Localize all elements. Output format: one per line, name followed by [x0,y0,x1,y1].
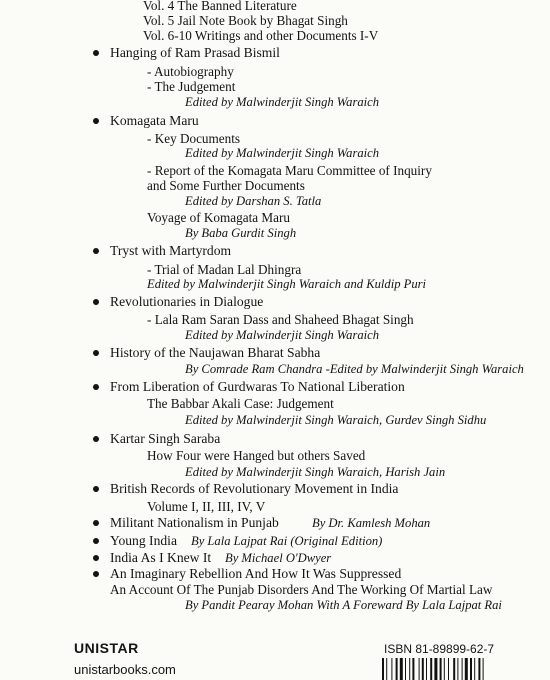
barcode-bar [474,658,475,680]
barcode-bar [478,658,480,680]
book-subtitle: - Trial of Madan Lal Dhingra [147,262,302,277]
barcode-bar [462,658,463,680]
barcode-bar [440,658,442,680]
book-credit: Edited by Malwinderjit Singh Waraich, Harish Jain [185,465,446,479]
bullet-icon [93,299,99,305]
book-credit: Edited by Malwinderjit Singh Waraich [185,95,380,109]
barcode-bar [412,658,414,680]
book-subtitle: Volume I, II, III, IV, V [147,499,266,514]
barcode-bar [430,658,432,680]
book-credit: By Baba Gurdit Singh [185,226,297,240]
book-subtitle: How Four were Hanged but others Saved [147,448,366,463]
barcode-bar [405,658,406,680]
book-subtitle: The Babbar Akali Case: Judgement [147,396,334,411]
barcode-bar [448,658,449,680]
barcode-bar [465,658,468,680]
book-credit: Edited by Malwinderjit Singh Waraich [185,146,380,160]
book-title: Kartar Singh Saraba [110,431,221,446]
book-title: Hanging of Ram Prasad Bismil [110,45,280,60]
bullet-icon [93,538,99,544]
book-subtitle: Vol. 4 The Banned Literature [143,0,297,13]
book-subtitle: Vol. 6-10 Writings and other Documents I-V [143,28,379,43]
book-credit: Edited by Malwinderjit Singh Waraich, Gurdev Singh Sidhu [185,413,487,427]
barcode-bar [382,658,384,680]
book-credit: By Dr. Kamlesh Mohan [312,516,431,530]
book-credit: Edited by Malwinderjit Singh Waraich [185,328,380,342]
book-title: Young India [110,533,177,548]
book-title: India As I Knew It [110,550,212,565]
book-subtitle: - Report of the Komagata Maru Committee of Inquiry [147,163,432,178]
book-title: From Liberation of Gurdwaras To National Liberation [110,379,405,394]
barcode-bar [453,658,455,680]
book-credit: Edited by Malwinderjit Singh Waraich and Kuldip Puri [147,277,427,291]
book-title: Revolutionaries in Dialogue [110,294,264,309]
barcode-bar [444,658,445,680]
book-title: Komagata Maru [110,113,199,128]
book-subtitle: - The Judgement [147,79,236,94]
barcode-bar [422,658,424,680]
book-subtitle: - Key Documents [147,131,241,146]
barcode-bar [386,658,387,680]
bullet-icon [93,384,99,390]
isbn-number: ISBN 81-89899-62-7 [384,642,495,656]
publisher-website: unistarbooks.com [74,662,176,677]
publisher-name: UNISTAR [74,640,139,656]
bullet-icon [93,248,99,254]
book-subtitle: Voyage of Komagata Maru [147,210,290,225]
barcode-bar [409,658,410,680]
barcode-bar [470,658,472,680]
book-subtitle: Vol. 5 Jail Note Book by Bhagat Singh [143,13,348,28]
barcode-bar [483,658,484,680]
book-credit: Edited by Darshan S. Tatla [185,194,322,208]
barcode-bar [434,658,437,680]
bullet-icon [93,571,99,577]
bullet-icon [93,555,99,561]
bullet-icon [93,50,99,56]
book-credit: By Michael O'Dwyer [225,551,332,565]
bullet-icon [93,486,99,492]
book-subtitle: An Account Of The Punjab Disorders And The Working Of Martial Law [110,582,493,597]
book-subtitle: - Autobiography [147,64,234,79]
book-subtitle: - Lala Ram Saran Dass and Shaheed Bhagat Singh [147,312,414,327]
bullet-icon [93,436,99,442]
book-title: British Records of Revolutionary Movement in India [110,481,399,496]
barcode-bar [391,658,392,680]
bullet-icon [93,350,99,356]
barcode-bar [419,658,420,680]
book-subtitle: and Some Further Documents [147,178,305,193]
barcode-bar [426,658,427,680]
bullet-icon [93,118,99,124]
book-credit: By Pandit Pearay Mohan With A Foreward By Lala Lajpat Rai [185,598,502,612]
bullet-icon [93,520,99,526]
barcode-bar [400,658,403,680]
barcode-bar [457,658,458,680]
barcode-bar [396,658,398,680]
book-credit: By Lala Lajpat Rai (Original Edition) [191,534,383,548]
book-credit: By Comrade Ram Chandra -Edited by Malwinderjit Singh Waraich [185,362,524,376]
barcode-image [380,658,530,680]
book-title: History of the Naujawan Bharat Sabha [110,345,321,360]
book-title: An Imaginary Rebellion And How It Was Suppressed [110,566,402,581]
book-title: Tryst with Martyrdom [110,243,232,258]
book-title: Militant Nationalism in Punjab [110,515,279,530]
